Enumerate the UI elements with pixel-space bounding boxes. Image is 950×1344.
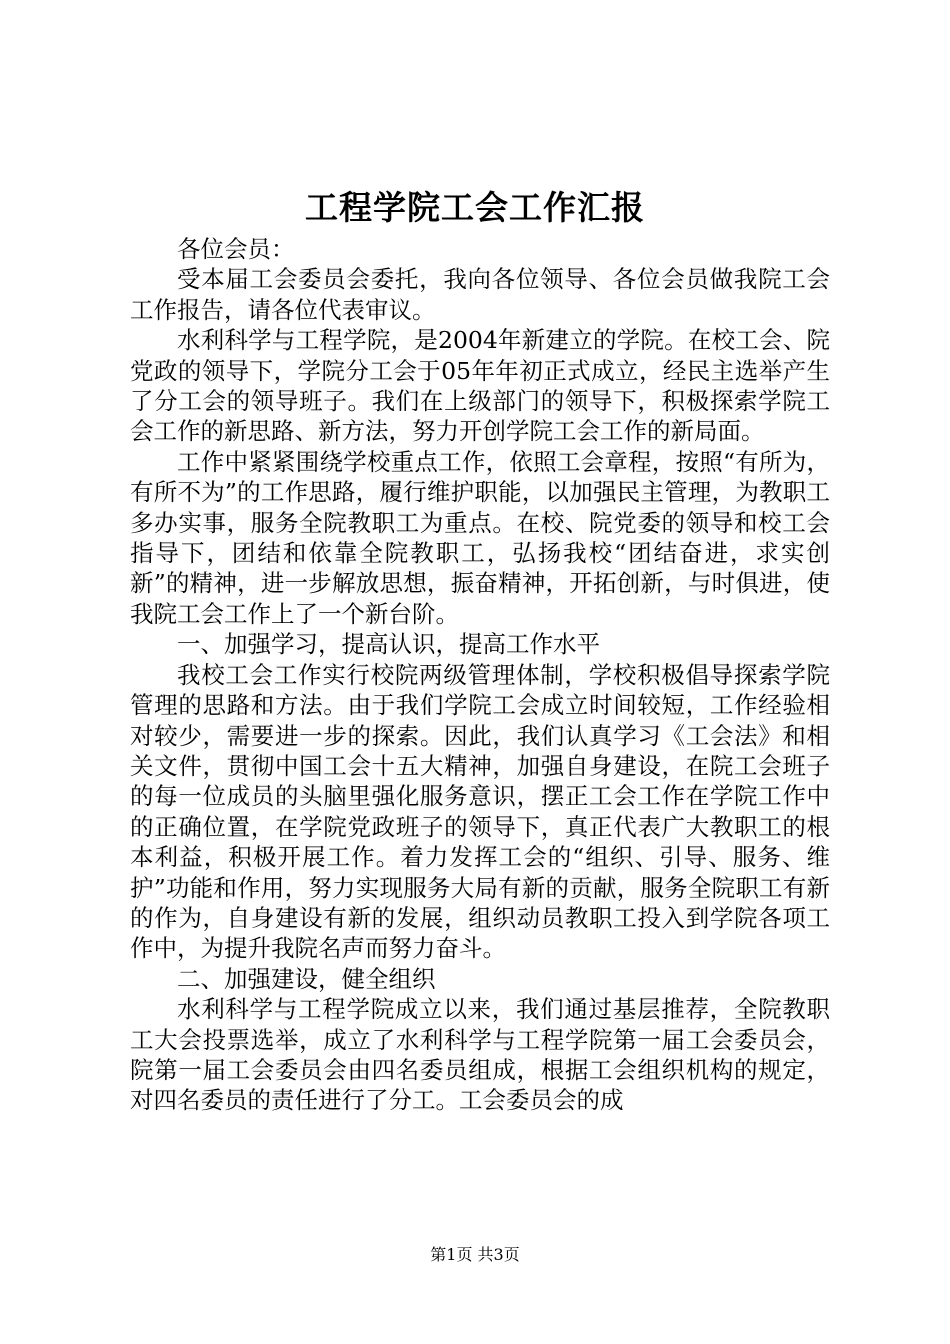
paragraph-principles: 工作中紧紧围绕学校重点工作，依照工会章程，按照“有所为，有所不为”的工作思路，履行维护职能，以加强民主管理，为教职工多办实事，服务全院教职工为重点。在校、院党委的领导和校工会指导下，团结和依靠全院教职工，弘扬我校“团结奋进，求实创新”的精神，进一步解放思想，振奋精神，开拓创新，与时俱进，使我院工会工作上了一个新台阶。 (130, 447, 830, 628)
paragraph-section-2: 水利科学与工程学院成立以来，我们通过基层推荐，全院教职工大会投票选举，成立了水利科学与工程学院第一届工会委员会，院第一届工会委员会由四名委员组成，根据工会组织机构的规定，对四名委员的责任进行了分工。工会委员会的成 (130, 995, 830, 1115)
paragraph-section-1: 我校工会工作实行校院两级管理体制，学校积极倡导探索学院管理的思路和方法。由于我们学院工会成立时间较短，工作经验相对较少，需要进一步的探索。因此，我们认真学习《工会法》和相关文件，贯彻中国工会十五大精神，加强自身建设，在院工会班子的每一位成员的头脑里强化服务意识，摆正工会工作在学院工作中的正确位置，在学院党政班子的领导下，真正代表广大教职工的根本利益，积极开展工作。着力发挥工会的“组织、引导、服务、维护”功能和作用，努力实现服务大局有新的贡献，服务全院职工有新的作为，自身建设有新的发展，组织动员教职工投入到学院各项工作中，为提升我院名声而努力奋斗。 (130, 660, 830, 963)
salutation: 各位会员： (177, 235, 295, 263)
document-body (130, 234, 830, 1116)
section-heading-2: 二、加强建设，健全组织 (177, 964, 436, 993)
document-title: 工程学院工会工作汇报 (305, 188, 645, 227)
paragraph-intro: 受本届工会委员会委托，我向各位领导、各位会员做我院工会工作报告，请各位代表审议。 (130, 265, 830, 324)
section-heading-1: 一、加强学习，提高认识，提高工作水平 (177, 630, 600, 659)
page-number-footer: 第1页 共3页 (430, 1245, 520, 1264)
paragraph-background: 水利科学与工程学院，是2004年新建立的学院。在校工会、院党政的领导下，学院分工会于05年年初正式成立，经民主选举产生了分工会的领导班子。我们在上级部门的领导下，积极探索学院工会工作的新思路、新方法，努力开创学院工会工作的新局面。 (130, 326, 830, 446)
